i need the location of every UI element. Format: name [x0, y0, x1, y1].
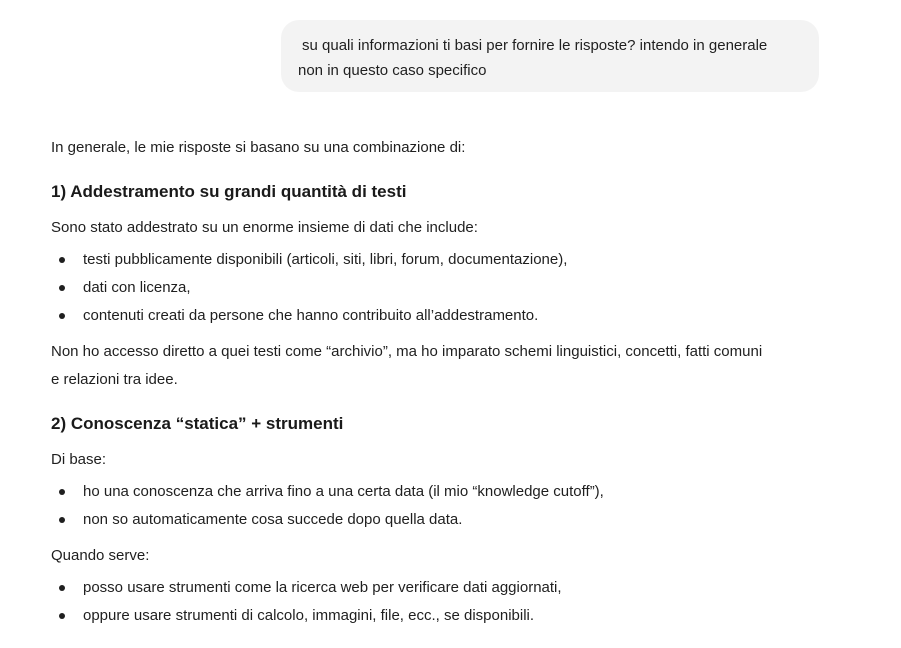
- list-item-text: dati con licenza,: [83, 279, 191, 296]
- section-2-lead-1: Di base:: [51, 451, 107, 468]
- section-1-heading: 1) Addestramento su grandi quantità di testi: [51, 182, 407, 201]
- list-item: [83, 576, 562, 600]
- section-1-lead: Sono stato addestrato su un enorme insieme di dati che include:: [51, 219, 478, 236]
- list-item-text: posso usare strumenti come la ricerca web per verificare dati aggiornati,: [83, 579, 562, 596]
- list-item: [83, 304, 538, 328]
- list-item: [83, 604, 534, 628]
- answer-intro: In generale, le mie risposte si basano su una combinazione di:: [51, 139, 466, 156]
- bullet-icon: [59, 257, 65, 263]
- bullet-icon: [59, 613, 65, 619]
- user-message-line-1: su quali informazioni ti basi per fornire le risposte? intendo in generale: [302, 37, 768, 54]
- section-1-paragraph-line-1: Non ho accesso diretto a quei testi come “archivio”, ma ho imparato schemi linguistici, concetti, fatti comuni: [51, 343, 763, 360]
- bullet-icon: [59, 285, 65, 291]
- user-message-line-2: non in questo caso specifico: [298, 62, 487, 79]
- list-item: [83, 276, 191, 300]
- section-2-lead-2: Quando serve:: [51, 547, 150, 564]
- section-2-heading: 2) Conoscenza “statica” + strumenti: [51, 414, 344, 433]
- bullet-icon: [59, 517, 65, 523]
- list-item-text: non so automaticamente cosa succede dopo quella data.: [83, 511, 463, 528]
- bullet-icon: [59, 585, 65, 591]
- list-item-text: contenuti creati da persone che hanno contribuito all’addestramento.: [83, 307, 539, 324]
- list-item: [83, 248, 567, 272]
- list-item: [83, 480, 604, 504]
- list-item-text: ho una conoscenza che arriva fino a una certa data (il mio “knowledge cutoff”),: [83, 483, 604, 500]
- bullet-icon: [59, 489, 65, 495]
- user-message-bubble: [281, 20, 819, 92]
- list-item: [83, 508, 462, 532]
- section-1-paragraph-line-2: e relazioni tra idee.: [51, 371, 178, 388]
- list-item-text: testi pubblicamente disponibili (articoli, siti, libri, forum, documentazione),: [83, 251, 568, 268]
- bullet-icon: [59, 313, 65, 319]
- list-item-text: oppure usare strumenti di calcolo, immagini, file, ecc., se disponibili.: [83, 607, 535, 624]
